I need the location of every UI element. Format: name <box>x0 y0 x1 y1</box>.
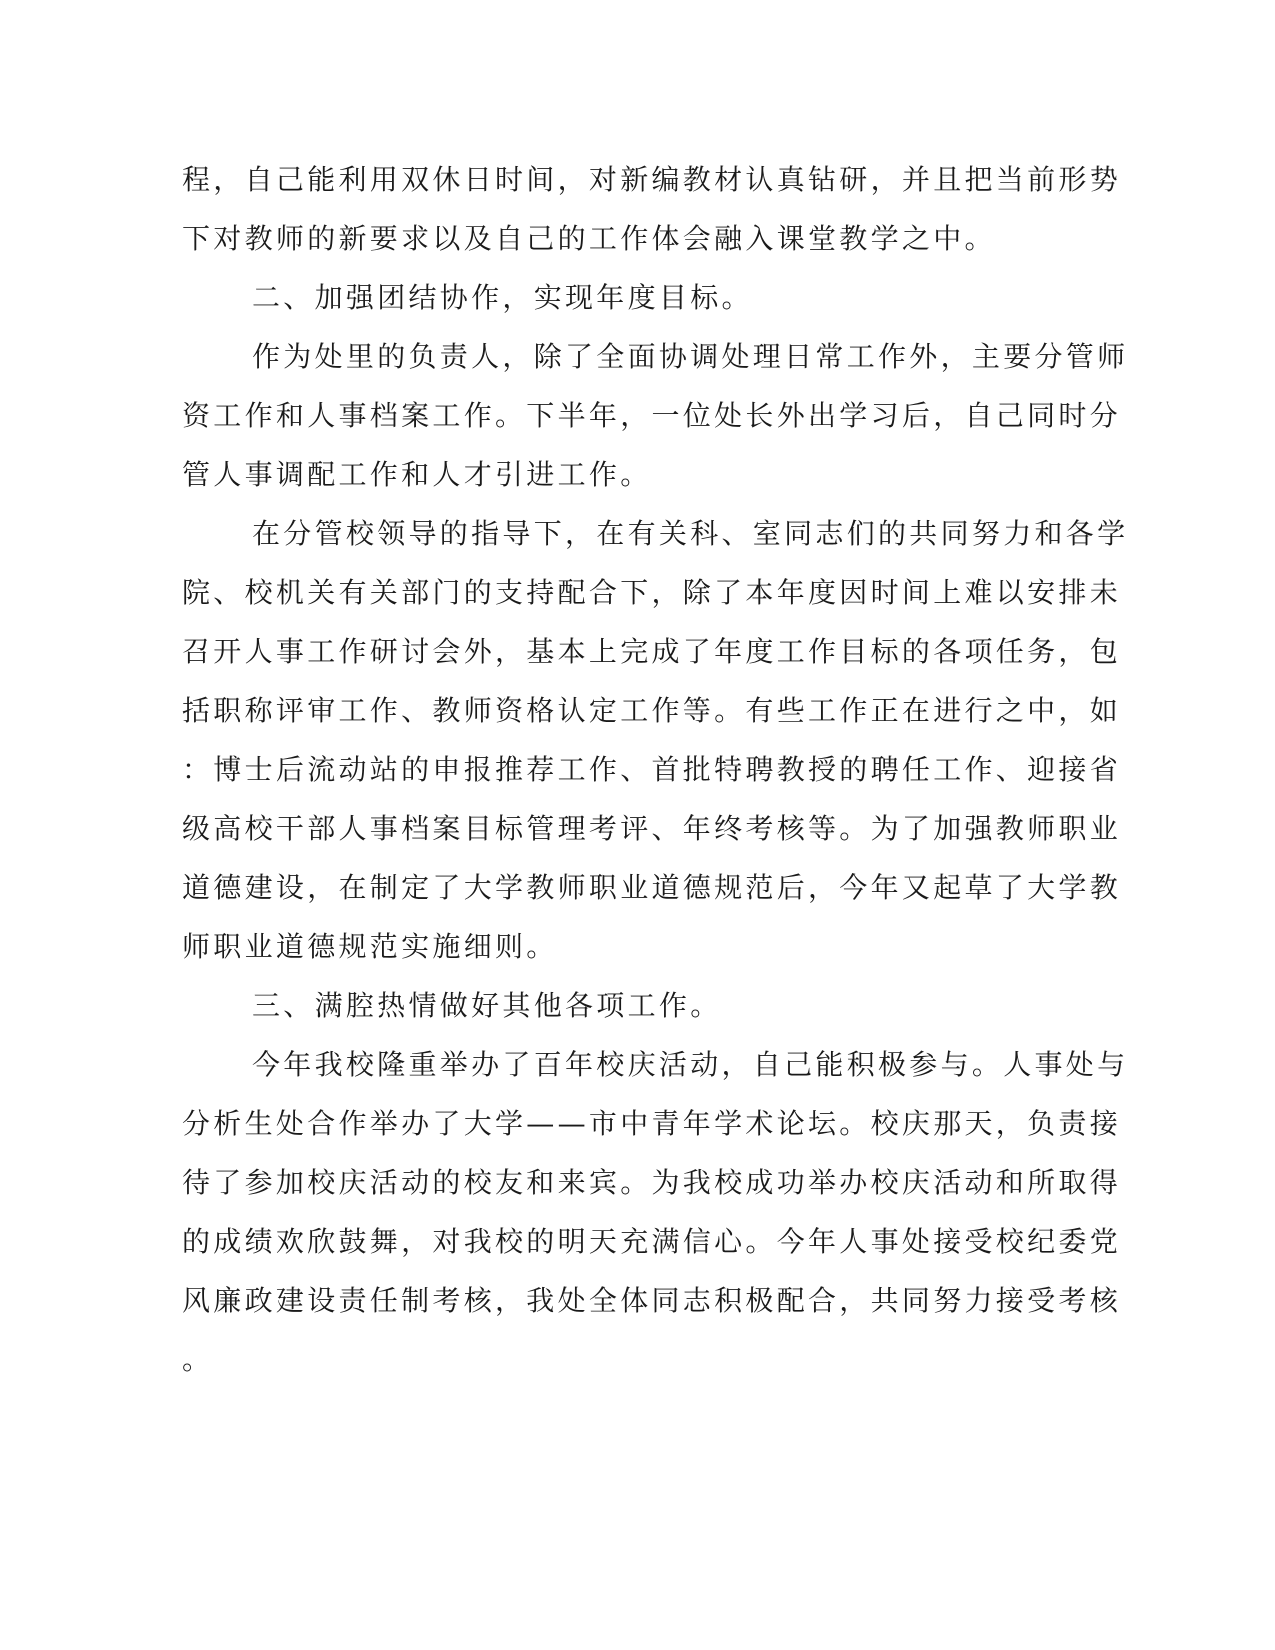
text-line-8: 院、校机关有关部门的支持配合下，除了本年度因时间上难以安排未 <box>182 576 1122 609</box>
text-line-14: 师职业道德规范实施细则。 <box>182 930 558 963</box>
text-line-18: 待了参加校庆活动的校友和来宾。为我校成功举办校庆活动和所取得 <box>182 1166 1122 1199</box>
text-line-7: 在分管校领导的指导下，在有关科、室同志们的共同努力和各学 <box>252 517 1129 550</box>
text-line-20: 风廉政建设责任制考核，我处全体同志积极配合，共同努力接受考核 <box>182 1284 1122 1317</box>
text-line-5: 资工作和人事档案工作。下半年，一位处长外出学习后，自己同时分 <box>182 399 1122 432</box>
document-body <box>182 150 1129 1389</box>
text-line-11: ：博士后流动站的申报推荐工作、首批特聘教授的聘任工作、迎接省 <box>182 753 1122 786</box>
text-line-4: 作为处里的负责人，除了全面协调处理日常工作外，主要分管师 <box>252 340 1129 373</box>
text-line-17: 分析生处合作举办了大学——市中青年学术论坛。校庆那天，负责接 <box>182 1107 1122 1140</box>
section-heading-2: 二、加强团结协作，实现年度目标。 <box>252 281 753 314</box>
text-line-2: 下对教师的新要求以及自己的工作体会融入课堂教学之中。 <box>182 222 996 255</box>
text-line-6: 管人事调配工作和人才引进工作。 <box>182 458 652 491</box>
text-line-16: 今年我校隆重举办了百年校庆活动，自己能积极参与。人事处与 <box>252 1048 1129 1081</box>
section-heading-3: 三、满腔热情做好其他各项工作。 <box>252 989 722 1022</box>
text-line-21: 。 <box>182 1343 214 1376</box>
text-line-10: 括职称评审工作、教师资格认定工作等。有些工作正在进行之中，如 <box>182 694 1122 727</box>
text-line-9: 召开人事工作研讨会外，基本上完成了年度工作目标的各项任务，包 <box>182 635 1122 668</box>
text-line-13: 道德建设，在制定了大学教师职业道德规范后，今年又起草了大学教 <box>182 871 1122 904</box>
text-line-19: 的成绩欢欣鼓舞，对我校的明天充满信心。今年人事处接受校纪委党 <box>182 1225 1122 1258</box>
text-line-12: 级高校干部人事档案目标管理考评、年终考核等。为了加强教师职业 <box>182 812 1122 845</box>
text-line-1: 程，自己能利用双休日时间，对新编教材认真钻研，并且把当前形势 <box>182 163 1122 196</box>
